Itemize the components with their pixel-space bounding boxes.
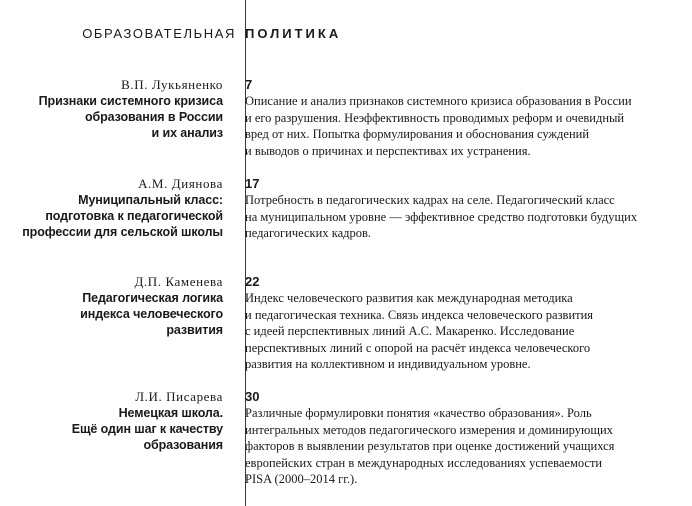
article-author: Д.П. Каменева (134, 274, 223, 289)
article-title-line[interactable]: развития (166, 323, 223, 337)
section-heading-right: ПОЛИТИКА (245, 26, 342, 41)
article-description-line: Описание и анализ признаков системного кризиса образования в России (245, 94, 632, 108)
article-description-line: и его разрушения. Неэффективность проводимых реформ и очевидный (245, 110, 625, 125)
article-author: В.П. Лукьяненко (121, 77, 223, 92)
article-description-line: PISA (2000–2014 гг.). (245, 472, 358, 486)
article-title-line[interactable]: профессии для сельской школы (22, 225, 223, 239)
article-description-line: вред от них. Попытка формулирования и обоснования суждений (245, 127, 590, 141)
article-meta (0, 76, 223, 141)
article-author: Л.И. Писарева (135, 389, 223, 404)
article-description-line: и выводов о причинах и перспективах их устранения. (245, 143, 531, 158)
article-title-line[interactable]: Признаки системного кризиса (38, 94, 223, 108)
article-summary (245, 175, 685, 242)
article-description-line: Различные формулировки понятия «качество образования». Роль (245, 406, 592, 420)
article-title-line[interactable]: и их анализ (151, 126, 223, 140)
article-title-line[interactable]: индекса человеческого (80, 307, 223, 321)
article-title-line[interactable]: образования в России (84, 110, 223, 124)
article-title-line[interactable]: Педагогическая логика (82, 291, 223, 305)
article-description-line: интегральных методов педагогического измерения и доминирующих (245, 422, 613, 437)
article-meta (0, 273, 223, 338)
article-page-number[interactable]: 17 (245, 176, 260, 191)
article-description-line: Индекс человеческого развития как международная методика (245, 291, 573, 305)
article-title-line[interactable]: Немецкая школа. (118, 406, 223, 420)
article-description-line: факторов в выявлении результатов при оценке достижений учащихся (245, 439, 615, 453)
article-description-line: Потребность в педагогических кадрах на селе. Педагогический класс (245, 193, 615, 207)
article-summary (245, 388, 685, 488)
article-description-line: педагогических кадров. (245, 226, 372, 240)
article-meta (0, 175, 223, 240)
article-description-line: европейских стран в международных исследованиях успеваемости (245, 455, 603, 470)
article-title-line[interactable]: образования (143, 438, 223, 452)
section-heading-left: ОБРАЗОВАТЕЛЬНАЯ (82, 26, 236, 41)
article-author: А.М. Диянова (138, 176, 223, 191)
article-title-line[interactable]: Муниципальный класс: (78, 193, 223, 207)
article-description-line: перспективных линий с опорой на расчёт индекса человеческого (245, 340, 591, 355)
article-summary (245, 273, 685, 373)
article-page-number[interactable]: 22 (245, 274, 260, 289)
article-page-number[interactable]: 7 (245, 77, 253, 92)
article-description-line: с идеей перспективных линий А.С. Макаренко. Исследование (245, 324, 575, 338)
article-page-number[interactable]: 30 (245, 389, 260, 404)
article-summary (245, 76, 685, 159)
article-description-line: и педагогическая техника. Связь индекса человеческого развития (245, 307, 594, 322)
article-description-line: на муниципальном уровне — эффективное средство подготовки будущих (245, 209, 638, 224)
article-meta (0, 388, 223, 453)
article-title-line[interactable]: подготовка к педагогической (45, 209, 223, 223)
article-description-line: развития на коллективном и индивидуальном уровне. (245, 357, 531, 371)
article-title-line[interactable]: Ещё один шаг к качеству (71, 422, 223, 436)
